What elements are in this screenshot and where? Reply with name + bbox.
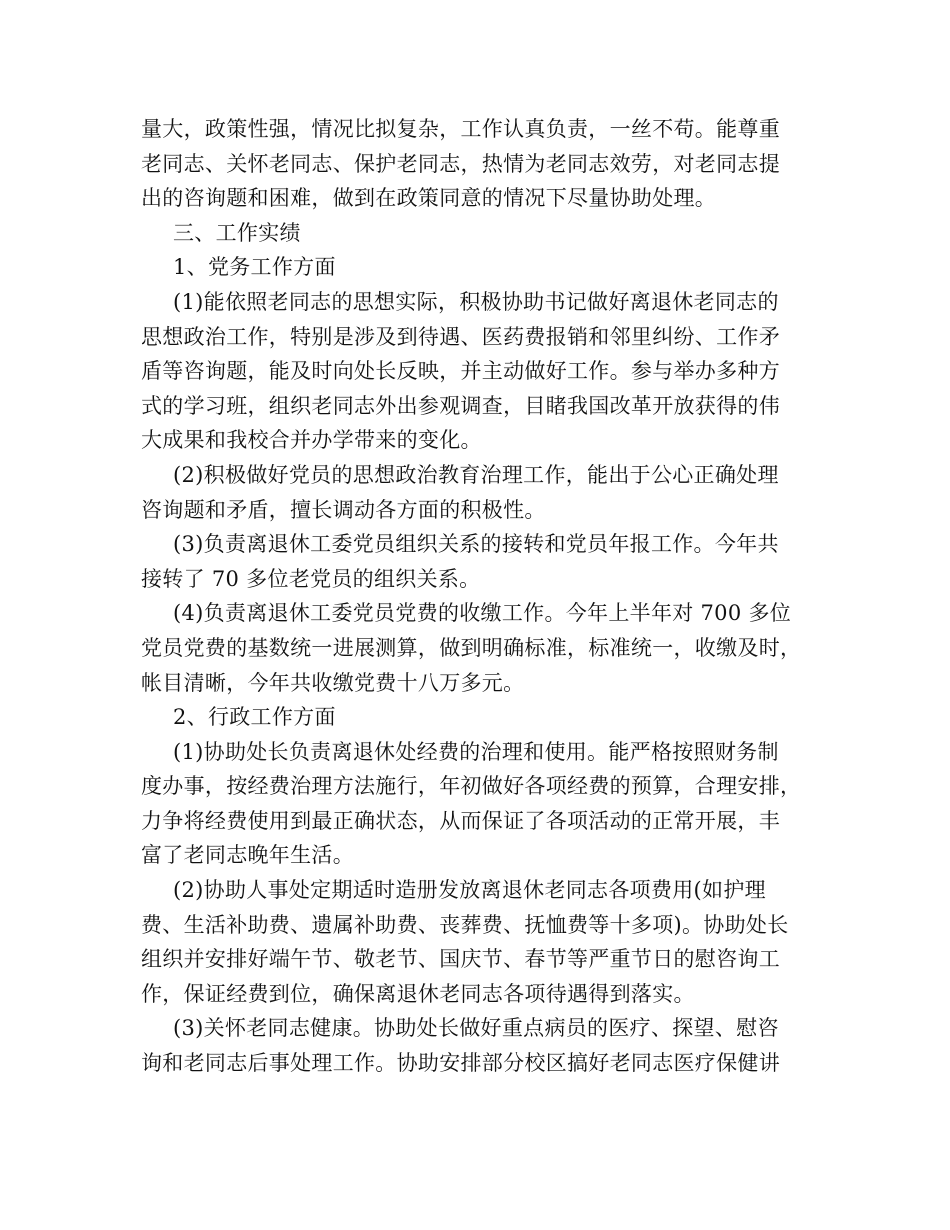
- text-line: 咨询题和矛盾，擅长调动各方面的积极性。: [141, 497, 546, 522]
- text-line: 接转了 70 多位老党员的组织关系。: [141, 566, 481, 591]
- text-line: 作，保证经费到位，确保离退休老同志各项待遇得到落实。: [141, 981, 695, 1006]
- text-line: 度办事，按经费治理方法施行，年初做好各项经费的预算，合理安排，: [141, 774, 802, 799]
- text-line: 党员党费的基数统一进展测算，做到明确标准，标准统一，收缴及时，: [141, 635, 802, 660]
- text-line: 出的咨询题和困难，做到在政策同意的情况下尽量协助处理。: [141, 186, 717, 211]
- text-line: (3)负责离退休工委党员组织关系的接转和党员年报工作。今年共: [173, 532, 779, 557]
- text-line: 盾等咨询题，能及时向处长反映，并主动做好工作。参与举办多种方: [141, 359, 780, 384]
- text-line: (4)负责离退休工委党员党费的收缴工作。今年上半年对 700 多位: [173, 601, 792, 626]
- text-line: (3)关怀老同志健康。协助处长做好重点病员的医疗、探望、慰咨: [173, 1016, 779, 1041]
- text-line: (2)积极做好党员的思想政治教育治理工作，能出于公心正确处理: [173, 462, 779, 487]
- text-line: 量大，政策性强，情况比拟复杂，工作认真负责，一丝不苟。能尊重: [141, 117, 780, 141]
- text-line: 力争将经费使用到最正确状态，从而保证了各项活动的正常开展，丰: [141, 808, 780, 833]
- text-line: 富了老同志晚年生活。: [141, 843, 354, 868]
- text-line: 组织并安排好端午节、敬老节、国庆节、春节等严重节日的慰咨询工: [141, 947, 780, 972]
- text-line: 帐目清晰，今年共收缴党费十八万多元。: [141, 670, 525, 695]
- text-line: 大成果和我校合并办学带来的变化。: [141, 428, 482, 453]
- text-line: 思想政治工作，特别是涉及到待遇、医药费报销和邻里纠纷、工作矛: [141, 324, 780, 349]
- text-line: (1)协助处长负责离退休处经费的治理和使用。能严格按照财务制: [173, 739, 779, 764]
- document-body: [141, 112, 821, 1081]
- text-line: 询和老同志后事处理工作。协助安排部分校区搞好老同志医疗保健讲: [141, 1051, 780, 1076]
- text-line: 2、行政工作方面: [173, 705, 336, 730]
- text-line: (1)能依照老同志的思想实际，积极协助书记做好离退休老同志的: [173, 289, 779, 314]
- text-line: 1、党务工作方面: [173, 255, 336, 280]
- text-line: 式的学习班，组织老同志外出参观调查，目睹我国改革开放获得的伟: [141, 393, 780, 418]
- text-line: (2)协助人事处定期适时造册发放离退休老同志各项费用(如护理: [173, 878, 766, 903]
- text-line: 三、工作实绩: [173, 220, 301, 245]
- text-line: 老同志、关怀老同志、保护老同志，热情为老同志效劳，对老同志提: [141, 151, 780, 176]
- text-line: 费、生活补助费、遗属补助费、丧葬费、抚恤费等十多项)。协助处长: [141, 912, 789, 937]
